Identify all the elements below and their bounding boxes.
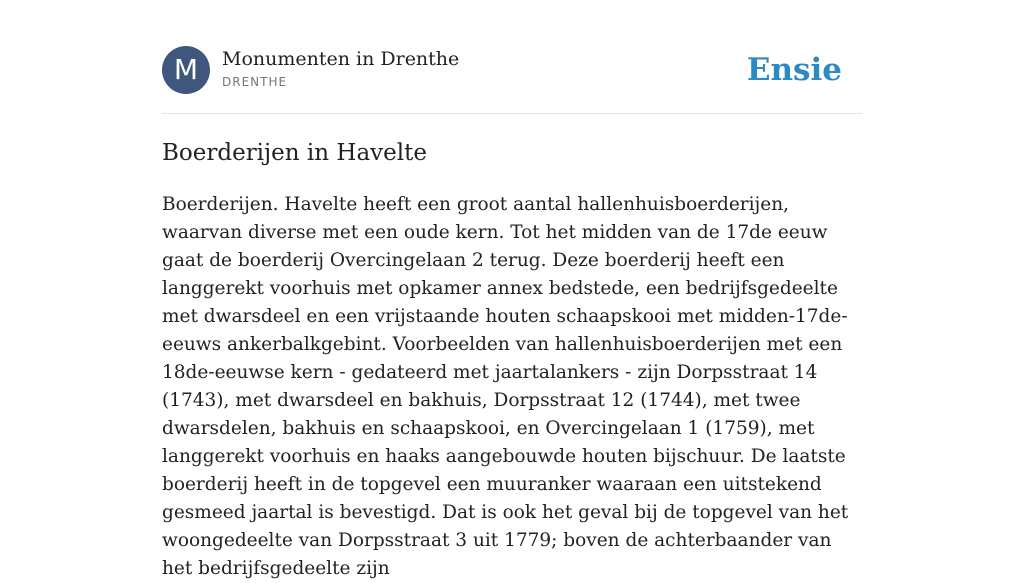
source-header bbox=[162, 46, 862, 96]
brand-logo[interactable]: Ensie bbox=[746, 52, 842, 88]
article-title: Boerderijen in Havelte bbox=[162, 140, 427, 166]
header-divider bbox=[162, 113, 862, 114]
source-title[interactable]: Monumenten in Drenthe bbox=[222, 48, 460, 70]
source-subtitle: DRENTHE bbox=[222, 75, 288, 89]
article-body: Boerderijen. Havelte heeft een groot aantal hallenhuisboerderijen, waarvan diverse met een oude kern. Tot het midden van de 17de eeuw gaat de boerderij Overcingelaan 2 terug. Deze boerderij heeft een langgerekt voorhuis met opkamer annex bedstede, een bedrijfsgedeelte met dwarsdeel en een vrijstaande houten schaapskooi met midden-17de-eeuws ankerbalkgebint. Voorbeelden van hallenhuisboerderijen met een 18de-eeuwse kern - gedateerd met jaartalankers - zijn Dorpsstraat 14 (1743), met dwarsdeel en bakhuis, Dorpsstraat 12 (1744), met twee dwarsdelen, bakhuis en schaapskooi, en Overcingelaan 1 (1759), met langgerekt voorhuis en haaks aangebouwde houten bijschuur. De laatste boerderij heeft in de topgevel een muuranker waaraan een uitstekend gesmeed jaartal is bevestigd. Dat is ook het geval bij de topgevel van het woongedeelte van Dorpsstraat 3 uit 1779; boven de achterbaander van het bedrijfsgedeelte zijn bbox=[162, 194, 849, 579]
avatar[interactable]: M bbox=[162, 46, 210, 94]
